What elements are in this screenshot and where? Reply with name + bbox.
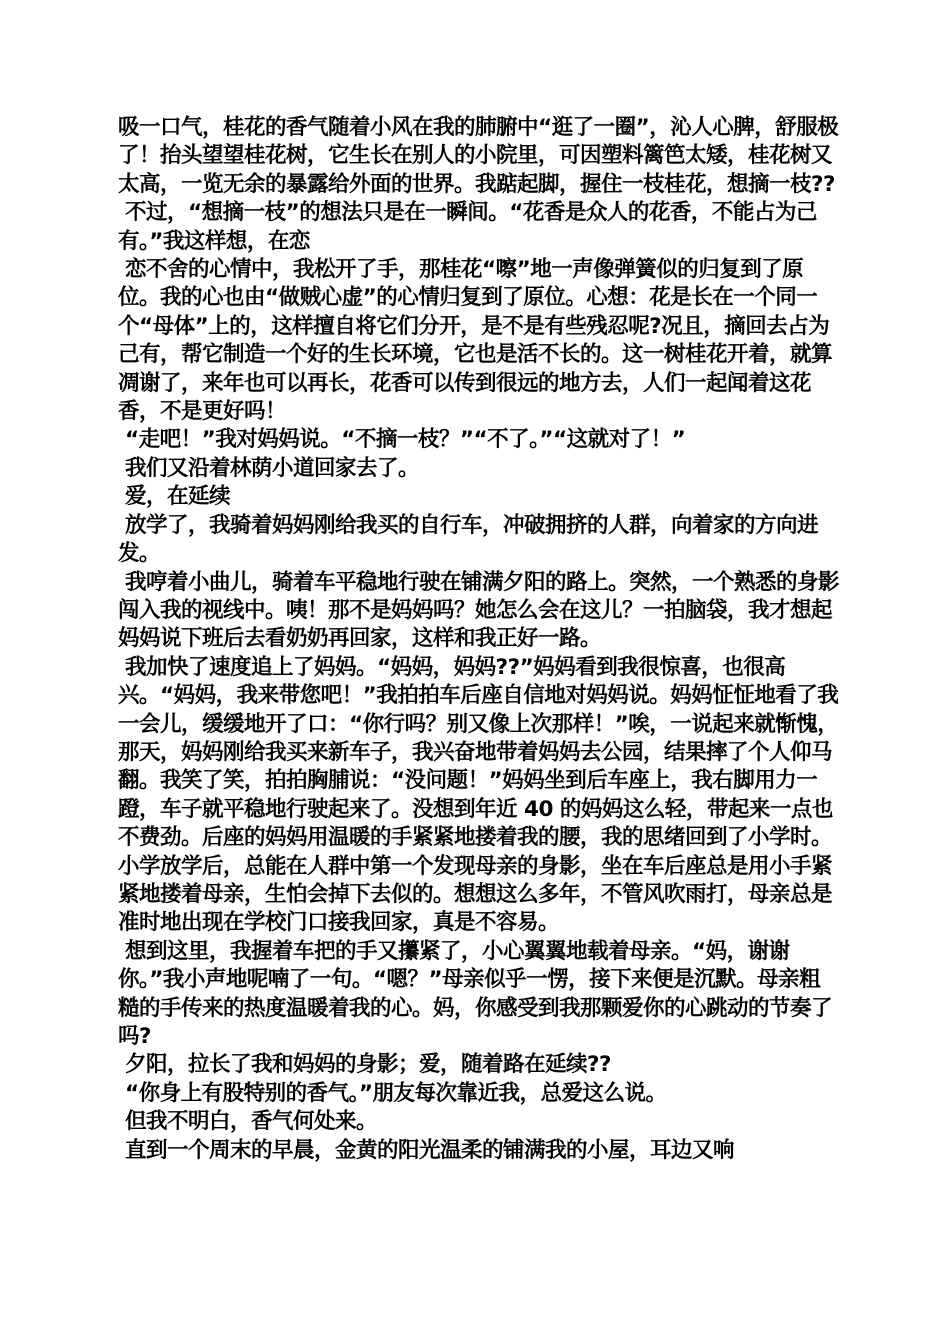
paragraph-11: 夕阳，拉长了我和妈妈的身影；爱，随着路在延续??	[118, 1052, 611, 1078]
paragraph-13: 但我不明白，香气何处来。	[118, 1109, 378, 1135]
paragraph-7: 放学了，我骑着妈妈刚给我买的自行车，冲破拥挤的人群，向着家的方向进发。	[118, 512, 819, 567]
paragraph-2: 不过，“想摘一枝”的想法只是在一瞬间。“花香是众人的花香，不能占为己有。”我这样想，在恋	[118, 200, 817, 254]
paragraph-3: 恋不舍的心情中，我松开了手，那桂花“嚓”地一声像弹簧似的归复到了原位。我的心也由“做贼心虚”的心情归复到了原位。心想：花是长在一个同一个“母体”上的，这样擅自将它们分开，是不是有些残忍呢?况且，摘回去占为己有，帮它制造一个好的生长环境，它也是活不长的。这一树桂花开着，就算凋谢了，来年也可以再长，花香可以传到很远的地方去，人们一起闻着这花香，不是更好吗！	[118, 257, 833, 425]
paragraph-4: “走吧！”我对妈妈说。“不摘一枝？”“不了。”“这就对了！”	[118, 427, 686, 453]
paragraph-10: 想到这里，我握着车把的手又攥紧了，小心翼翼地载着母亲。“妈，谢谢你。”我小声地呢喃了一句。“嗯？”母亲似乎一愣，接下来便是沉默。母亲粗糙的手传来的热度温暖着我的心。妈，你感受到我那颗爱你的心跳动的节奏了吗?	[118, 938, 833, 1049]
paragraph-8: 我哼着小曲儿，骑着车平稳地行驶在铺满夕阳的路上。突然，一个熟悉的身影闯入我的视线中。咦！那不是妈妈吗？她怎么会在这儿？一拍脑袋，我才想起妈妈说下班后去看奶奶再回家，这样和我正好一路。	[118, 569, 840, 652]
paragraph-1: 吸一口气，桂花的香气随着小风在我的肺腑中“逛了一圈”，沁人心脾，舒服极了！抬头望望桂花树，它生长在别人的小院里，可因塑料篱笆太矮，桂花树又太高，一览无余的暴露给外面的世界。我踮起脚，握住一枝桂花，想摘一枝??	[118, 115, 839, 197]
paragraph-14: 直到一个周末的早晨，金黄的阳光温柔的铺满我的小屋，耳边又响	[118, 1137, 735, 1163]
document-body	[118, 114, 840, 1165]
paragraph-12: “你身上有股特别的香气。”朋友每次靠近我，总爱这么说。	[118, 1080, 667, 1106]
paragraph-9: 我加快了速度追上了妈妈。“妈妈，妈妈??”妈妈看到我很惊喜，也很高兴。“妈妈，我来带您吧！”我拍拍车后座自信地对妈妈说。妈妈怔怔地看了我一会儿，缓缓地开了口：“你行吗？别又像上次那样！”唉，一说起来就惭愧，那天，妈妈刚给我买来新车子，我兴奋地带着妈妈去公园，结果摔了个人仰马翻。我笑了笑，拍拍胸脯说：“没问题！”妈妈坐到后车座上，我右脚用力一蹬，车子就平稳地行驶起来了。没想到年近 40 的妈妈这么轻，带起来一点也不费劲。后座的妈妈用温暖的手紧紧地搂着我的腰，我的思绪回到了小学时。小学放学后，总能在人群中第一个发现母亲的身影，坐在车后座总是用小手紧紧地搂着母亲，生怕会掉下去似的。想想这么多年，不管风吹雨打，母亲总是准时地出现在学校门口接我回家，真是不容易。	[118, 654, 839, 936]
paragraph-5: 我们又沿着林荫小道回家去了。	[118, 455, 420, 481]
section-heading: 爱，在延续	[118, 484, 231, 510]
